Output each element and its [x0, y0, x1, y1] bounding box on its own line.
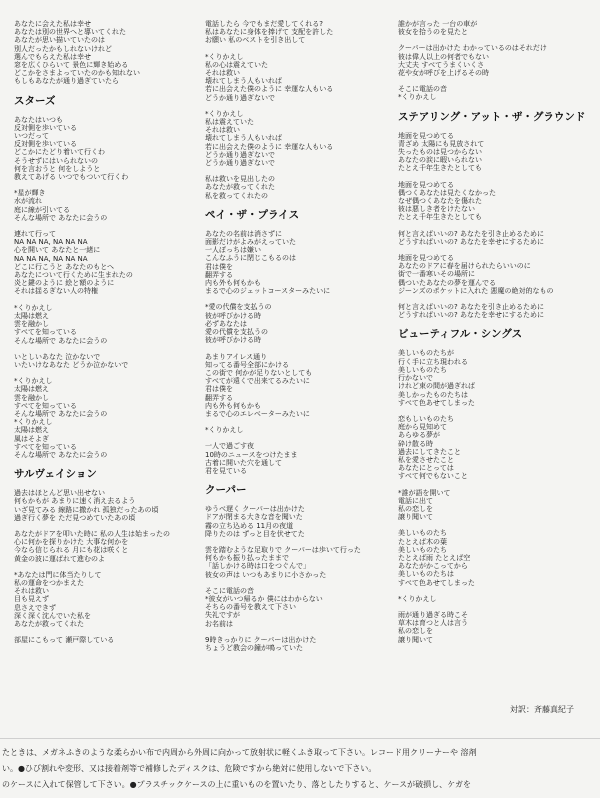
lyric-line: いつだって [14, 132, 49, 141]
lyric-line: 雲を融かし [14, 393, 49, 402]
lyric-stanza [205, 20, 385, 45]
lyric-stanza [14, 571, 186, 628]
lyric-line: 過去にしてきたこと [398, 447, 461, 456]
lyric-line: 地面を見つめてる [398, 254, 454, 263]
lyric-line: 美しいものたちは [398, 570, 454, 579]
lyric-line: この街で 何かが足りないとしても [205, 368, 313, 377]
lyric-line: すべて色あせてしまった [398, 578, 475, 587]
lyric-line: そんな場所で あなたに会うの [14, 213, 108, 222]
lyric-line: 過去はほとんど思い出せない [14, 489, 105, 498]
lyric-line: すべてを知っている [14, 328, 77, 337]
lyric-line: 私を愛させたこと [398, 455, 454, 464]
song-block [205, 208, 385, 475]
lyric-stanza [398, 303, 588, 319]
lyric-line: 美しいものたちが [398, 349, 454, 358]
lyric-line: 私は救いを見出したの [205, 175, 275, 184]
lyric-line: すべてが遠くで出来てるみたいに [205, 377, 310, 386]
lyric-line: 部屋にこもって 瀬戸際している [14, 636, 115, 645]
lyric-line: 必ずあなたは [205, 319, 247, 328]
lyric-line: 心を開いて あなたと一緒に [14, 246, 101, 255]
lyric-line: NA NA NA, NA NA NA [14, 238, 88, 247]
lyric-line: 私の恋しを [398, 627, 433, 636]
lyric-line: 君は僕を [205, 385, 233, 394]
lyric-line: そちらの番号を教えて下さい [205, 603, 296, 612]
lyric-line: 恋もしいものたち [398, 414, 454, 423]
lyric-line: そんな場所で あなたに会うの [14, 450, 108, 459]
lyric-stanza [14, 489, 186, 522]
song-block [398, 110, 588, 320]
lyric-line: 翻弄する [205, 393, 233, 402]
lyric-line: 霧の立ち込める 11月の夜道 [205, 521, 294, 530]
lyric-line: *誰が語を開いて [398, 488, 451, 497]
lyric-line: あなたはいつも [14, 115, 63, 124]
lyric-line: そうせずにはいられないの [14, 156, 98, 165]
lyric-stanza [14, 530, 186, 563]
lyric-line: 深く深く沈んでいた私を [14, 611, 91, 620]
lyric-line: 地面を見つめてる [398, 180, 454, 189]
lyric-line: あなたがかこってから [398, 562, 468, 571]
lyric-line: あなたについて行くために生まれたの [14, 271, 133, 280]
lyric-line: 私の心は震えていた [205, 60, 268, 69]
lyric-line: 行く手に立ち現われる [398, 357, 468, 366]
lyrics-column-1 [14, 20, 186, 652]
lyric-stanza [14, 304, 186, 345]
lyric-stanza [205, 230, 385, 296]
lyric-line: すべて色あせてしまった [398, 398, 475, 407]
lyric-stanza [205, 546, 385, 579]
lyric-line: ジーンズのポケットに入れた 悪魔の絶対的なもの [398, 286, 554, 295]
lyric-stanza [205, 303, 385, 344]
lyric-stanza [398, 85, 588, 101]
lyric-line: 雲を踏むような足取りで クーパーは歩いて行った [205, 545, 361, 554]
lyric-line: もしもあなたが通り過ぎていたら [14, 77, 119, 86]
lyric-line: *星が輝き [14, 189, 46, 198]
care-instructions [2, 745, 598, 793]
song-block [14, 20, 186, 86]
lyric-line: どうすればいいの? あなたを幸せにするために [398, 311, 544, 320]
lyric-line: 美しいものたち [398, 365, 447, 374]
song-title: ビューティフル・シングス [398, 328, 523, 341]
lyric-line: 大丈夫 すべてうまくいくさ [398, 60, 485, 69]
lyric-line: 壊れてしまう人もいれば [205, 77, 282, 86]
lyric-line: 私の恋しを [398, 504, 433, 513]
lyric-line: 電話に出て [398, 496, 433, 505]
lyric-line: 君は僕を [205, 262, 233, 271]
lyric-line: あなたの名前は消さずに [205, 229, 282, 238]
lyric-line: 内も外も何もかも [205, 279, 261, 288]
lyric-line: 別人だったかもしれないけれど [14, 44, 112, 53]
lyric-line: 美しいものたち [398, 529, 447, 538]
lyric-line: *くりかえし [205, 109, 244, 118]
lyric-line: それは救い [14, 587, 49, 596]
lyric-line: 何と言えばいいの? あなたを引き止めるために [398, 229, 544, 238]
lyric-line: 偶つくあなたは見たくなかった [398, 188, 496, 197]
lyric-line: 目も見えず [14, 595, 49, 604]
lyric-line: 風はそよぎ [14, 434, 49, 443]
lyric-line: そこに電話の音 [205, 586, 254, 595]
song-title: サルヴェイション [14, 468, 97, 481]
lyric-line: *あなたは門に体当たりして [14, 570, 102, 579]
lyric-line: 「話しかける時は口をつぐんで」 [205, 562, 310, 571]
song-block [205, 483, 385, 652]
lyric-line: 美しいものたち [398, 545, 447, 554]
lyric-line: いざ見てみる 線路に撒かれ 孤独だったあの頃 [14, 505, 159, 514]
lyric-line: あなたがドアを叩いた時に 私の人生は始まったの [14, 529, 171, 538]
lyric-line: 君を見ている [205, 466, 247, 475]
lyric-line: 息さえできず [14, 603, 56, 612]
lyric-line: お願い 私のベストを引き出して [205, 36, 306, 45]
lyric-line: 街で一番寒いその場所に [398, 270, 475, 279]
lyric-line: たとえば木の葉 [398, 537, 447, 546]
lyric-stanza [14, 377, 186, 459]
lyric-stanza [205, 426, 385, 434]
lyric-line: たとえば雨 たとえば空 [398, 553, 471, 562]
lyric-line: *くりかえし [14, 303, 53, 312]
lyric-stanza [398, 489, 588, 522]
lyric-line: あまりアイレス通り [205, 352, 275, 361]
lyric-line: どこかにたどり着いて行くわ [14, 148, 105, 157]
song-block [205, 20, 385, 200]
lyric-line: 過ぎ行く夢を ただ見つめていたあの頃 [14, 513, 136, 522]
lyric-stanza [398, 529, 588, 586]
lyric-line: 行かないで [398, 374, 433, 383]
lyric-stanza [398, 415, 588, 481]
lyric-stanza [205, 505, 385, 538]
lyric-line: 彼が呼びかける時 [205, 311, 261, 320]
lyric-stanza [398, 44, 588, 77]
lyric-line: *くりかえし [205, 52, 244, 61]
lyric-line: 水が流れ [14, 197, 42, 206]
lyric-line: 草木は育つと人は言う [398, 619, 468, 628]
song-title: クーパー [205, 484, 247, 497]
lyric-line: それは揺るぎない人の特権 [14, 287, 98, 296]
lyric-line: 譲り聞いて [398, 513, 433, 522]
lyric-line: 愛の代償を支払うの [205, 328, 268, 337]
lyric-line: どうすればいいの? あなたを幸せにするために [398, 237, 544, 246]
lyric-line: 青ざめ 太陽にも見放されて [398, 139, 485, 148]
lyric-line: 若に出会えた僕のように 幸運な人もいる [205, 142, 334, 151]
lyric-stanza [14, 636, 186, 644]
lyric-line: あなたにとっては [398, 464, 454, 473]
lyric-line: *彼女がいつ帰るか 僕にはわからない [205, 594, 323, 603]
lyric-line: 9時きっかりに クーパーは出かけた [205, 635, 317, 644]
lyric-line: 知ってる番号全部にかける [205, 360, 289, 369]
lyric-line: 彼女の声は いつもあまりに小さかった [205, 570, 327, 579]
lyric-stanza [205, 442, 385, 475]
lyric-line: 私を救ってくれたの [205, 191, 268, 200]
lyric-line: どこに行こうと あなたのもとへ [14, 262, 114, 271]
lyric-line: 誰かが言った 一台の車が [398, 20, 478, 28]
lyric-line: そんな場所で あなたに会うの [14, 336, 108, 345]
lyric-line: どうか通り過ぎないで [205, 93, 275, 102]
lyric-line: 翻弄する [205, 270, 233, 279]
lyric-line: 庭に線が引いてる [14, 205, 70, 214]
lyric-line: まるで心のジェットコースターみたいに [205, 287, 331, 296]
lyric-line: クーパーは出かけた わかっているのはそれだけ [398, 44, 547, 53]
lyric-line: 一人ぼっちは嫌い [205, 246, 261, 255]
song-block [14, 94, 186, 460]
lyric-line: すべて何でもないこと [398, 472, 468, 481]
lyric-line: どこかをさまよっていたのかも知れない [14, 69, 140, 78]
lyric-line: たとえ千年生きたとしても [398, 213, 482, 222]
lyric-line: 太陽は燃え [14, 385, 49, 394]
lyric-stanza [14, 116, 186, 182]
lyric-line: 私の運命をつかまえた [14, 578, 84, 587]
lyric-line: あなたの涙に暇いられない [398, 156, 482, 165]
lyric-line: すべてを知っている [14, 442, 77, 451]
lyric-line: ゆうべ遅く クーパーは出かけた [205, 505, 305, 514]
lyric-line: 若に出会えた僕のように 幸運な人もいる [205, 85, 334, 94]
lyric-line: けれど束の間が過ぎれば [398, 382, 475, 391]
lyric-line: 反対側を歩いている [14, 123, 77, 132]
lyric-line: あなたが救ってくれた [205, 183, 275, 192]
lyric-line: あなたのドアに春を届けられたらいいのに [398, 262, 531, 271]
lyric-line: どうか通り過ぎないで [205, 150, 275, 159]
lyric-line: あなたが救ってくれた [14, 619, 84, 628]
lyric-line: *くりかえし [398, 93, 437, 102]
lyric-line: あなたが思い描いていたのは [14, 36, 105, 45]
lyric-line: まるで心のエレベーターみたいに [205, 409, 310, 418]
lyric-line: ドアが閉まる大きな音を聞いた [205, 513, 303, 522]
lyric-line: 何と言えばいいの? あなたを引き止めるために [398, 303, 544, 312]
song-title: ステアリング・アット・ザ・グラウンド [398, 110, 586, 123]
lyric-line: 選んでもらえた私は幸せ [14, 52, 91, 61]
lyric-stanza [398, 20, 588, 36]
lyric-line: それは救い [205, 69, 240, 78]
lyric-line: そんな場所で あなたに会うの [14, 409, 108, 418]
lyric-line: 黄金の波に運ばれて進むのよ [14, 554, 105, 563]
lyric-stanza [205, 636, 385, 652]
lyric-line: 連れて行って [14, 230, 56, 239]
lyric-line: 失ったものは見つからない [398, 148, 482, 157]
lyric-line: 私はあなたに身体を捧げて 支配を許した [205, 28, 334, 37]
lyric-line: 窓を広くひらいて 景色に輝き始める [14, 61, 129, 70]
lyric-stanza [205, 587, 385, 628]
footer-divider [0, 738, 600, 739]
lyric-line: 心に何かを探りかけた 大事な何かを [14, 538, 129, 547]
lyric-stanza [205, 110, 385, 167]
lyric-line: 10時のニュースをつけたまま [205, 450, 298, 459]
lyric-line: 彼女を拾うのを見たと [398, 28, 468, 37]
lyric-line: どうか通り過ぎないで [205, 159, 275, 168]
lyric-line: こんなふうに閉じこもるのは [205, 254, 296, 263]
lyric-stanza [398, 230, 588, 246]
lyric-line: 何を言おうと 何をしようと [14, 164, 101, 173]
lyric-line: 反対側を歩いている [14, 140, 77, 149]
lyric-stanza [398, 349, 588, 406]
lyric-line: なぜ偶つくあなたを傷れた [398, 197, 482, 206]
lyric-line: そこに電話の音 [398, 85, 447, 94]
lyric-line: 太陽は燃え [14, 426, 49, 435]
lyric-stanza [14, 189, 186, 222]
lyrics-column-3 [398, 20, 588, 652]
lyric-stanza [398, 254, 588, 295]
lyric-line: *くりかえし [205, 426, 244, 435]
lyric-line: 彼が呼びかける時 [205, 336, 261, 345]
song-title: スターズ [14, 94, 56, 107]
lyric-line: 花や女が呼びを上げるその時 [398, 69, 489, 78]
song-block [398, 327, 588, 643]
lyric-stanza [205, 53, 385, 102]
lyric-line: 太陽は燃え [14, 311, 49, 320]
song-title: ペイ・ザ・プライス [205, 208, 300, 221]
care-instruction-line: たときは、メガネふきのような柔らかい布で内周から外周に向かって放射状に軽くふき取って下さい。レコード用クリーナーや 溶剤 [2, 748, 477, 757]
lyric-line: 何もかも振り払ったままで [205, 554, 289, 563]
lyric-line: 壊れてしまう人もいれば [205, 134, 282, 143]
lyric-stanza [14, 353, 186, 369]
song-block [14, 467, 186, 644]
lyric-line: いとしいあなた 泣かないで [14, 352, 101, 361]
lyric-line: いたいけなあなた どうか泣かないで [14, 360, 129, 369]
care-instruction-line: のケースに入れて保管して下さい。●プラスチックケースの上に重いものを置いたり、落としたりすると、ケースが破損し、ケガを [2, 780, 471, 789]
lyric-line: すべてを知っている [14, 401, 77, 410]
lyric-line: 面影だけがよみがえっていた [205, 238, 296, 247]
care-instruction-line: い。●ひび割れや変形、又は接着剤等で補修したディスクは、危険ですから絶対に使用しないで下さい。 [2, 764, 377, 773]
lyric-line: あらゆる夢が [398, 431, 440, 440]
lyric-line: あなたに会えた私は幸せ [14, 20, 91, 28]
translator-credit: 対訳：斉藤真紀子 [510, 705, 574, 714]
lyric-line: NA NA NA, NA NA NA [14, 254, 88, 263]
lyric-line: 彼は悪しき者をけたない [398, 205, 475, 214]
lyric-stanza [398, 611, 588, 644]
lyric-line: 雨が通り過ぎる時こそ [398, 610, 468, 619]
lyric-line: 炎と鍵のように 絵と額のように [14, 279, 115, 288]
lyric-line: あなたは別の世界へと導いてくれた [14, 28, 126, 37]
lyric-line: 内も外も何もかも [205, 401, 261, 410]
lyric-line: 何もかもが あまりに速く消え去るよう [14, 497, 136, 506]
lyric-line: 雲を融かし [14, 320, 49, 329]
lyric-line: *くりかえし [14, 418, 53, 427]
lyric-line: 砕け散る時 [398, 439, 433, 448]
lyric-line: お名前は [205, 619, 233, 628]
lyric-stanza [205, 175, 385, 200]
lyric-stanza [14, 230, 186, 296]
lyric-line: *くりかえし [398, 594, 437, 603]
lyric-line: 降りたのは ずっと目を伏せてた [205, 529, 305, 538]
lyric-line: 譲り聞いて [398, 635, 433, 644]
lyric-line: 私は震えていた [205, 118, 254, 127]
lyric-line: *くりかえし [14, 377, 53, 386]
lyric-line: 一人で過ごす夜 [205, 442, 254, 451]
lyric-line: 地面を見つめてる [398, 131, 454, 140]
lyric-line: 彼は偉人以上の何者でもない [398, 52, 489, 61]
lyric-line: 電話したら 今でもまだ愛してくれる? [205, 20, 323, 28]
lyric-line: たとえ千年生きたとしても [398, 164, 482, 173]
lyric-line: 美しかったものたちは [398, 390, 468, 399]
lyric-stanza [14, 20, 186, 86]
lyric-stanza [398, 132, 588, 173]
song-block [398, 20, 588, 102]
lyric-stanza [398, 181, 588, 222]
lyric-line: 失礼ですが [205, 611, 240, 620]
lyric-line: *愛の代償を支払うの [205, 303, 272, 312]
lyric-line: 今なら信じられる 月にも花は咲くと [14, 546, 129, 555]
lyric-line: 庭から見知めて [398, 423, 447, 432]
lyric-line: 古着に開いた穴を通して [205, 458, 282, 467]
lyric-line: それは救い [205, 126, 240, 135]
lyric-line: ちょうど教会の鐘が鳴っていた [205, 643, 303, 652]
lyric-line: 偶ついたあなたの夢を運んでる [398, 278, 496, 287]
lyric-line: 教えてあげる いつでもついて行くわ [14, 173, 129, 182]
lyric-stanza [398, 595, 588, 603]
lyric-stanza [205, 353, 385, 419]
lyrics-column-2 [205, 20, 385, 660]
